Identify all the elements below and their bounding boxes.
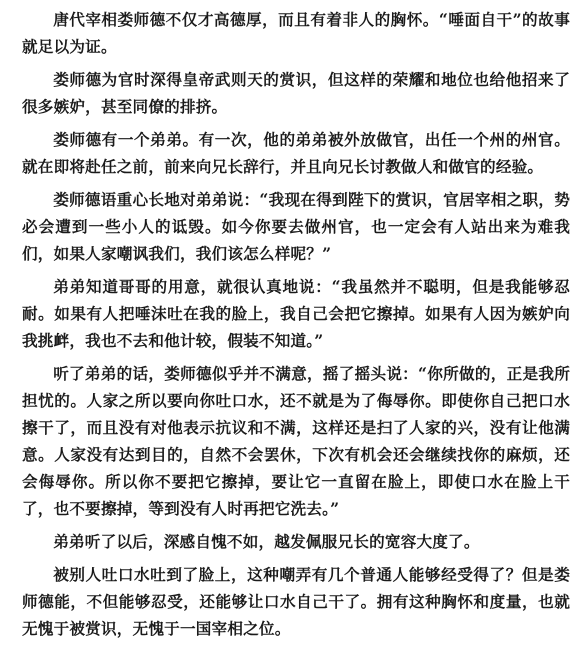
paragraph-3: 娄师德有一个弟弟。有一次，他的弟弟被外放做官，出任一个州的州官。就在即将赴任之前，前来向兄长辞行，并且向兄长讨教做人和做官的经验。 <box>22 130 570 176</box>
paragraph-8: 被别人吐口水吐到了脸上，这种嘲弄有几个普通人能够经受得了？但是娄师德能，不但能够忍受，还能够让口水自己干了。拥有这种胸怀和度量，也就无愧于被赏识，无愧于一国宰相之位。 <box>22 565 570 638</box>
paragraph-4: 娄师德语重心长地对弟弟说：“我现在得到陛下的赏识，官居宰相之职，势必会遭到一些小人的诋毁。如今你要去做州官，也一定会有人站出来为难我们，如果人家嘲讽我们，我们该怎么样呢？” <box>22 190 570 263</box>
paragraph-2: 娄师德为官时深得皇帝武则天的赏识，但这样的荣耀和地位也给他招来了很多嫉妒，甚至同僚的排挤。 <box>22 70 570 116</box>
paragraph-1: 唐代宰相娄师德不仅才高德厚，而且有着非人的胸怀。“唾面自干”的故事就足以为证。 <box>22 10 570 56</box>
paragraph-6: 听了弟弟的话，娄师德似乎并不满意，摇了摇头说：“你所做的，正是我所担忧的。人家之所以要向你吐口水，还不就是为了侮辱你。即使你自己把口水擦干了，而且没有对他表示抗议和不满，这样还是扫了人家的兴，没有让他满意。人家没有达到目的，自然不会罢休，下次有机会还会继续找你的麻烦，还会侮辱你。所以你不要把它擦掉，要让它一直留在脸上，即使口水在脸上干了，也不要擦掉，等到没有人时再把它洗去。” <box>22 364 570 518</box>
paragraph-5: 弟弟知道哥哥的用意，就很认真地说：“我虽然并不聪明，但是我能够忍耐。如果有人把唾沫吐在我的脸上，我自己会把它擦掉。如果有人因为嫉妒向我挑衅，我也不去和他计较，假装不知道。” <box>22 277 570 350</box>
paragraph-7: 弟弟听了以后，深感自愧不如，越发佩服兄长的宽容大度了。 <box>53 532 480 551</box>
document-page <box>22 6 570 648</box>
